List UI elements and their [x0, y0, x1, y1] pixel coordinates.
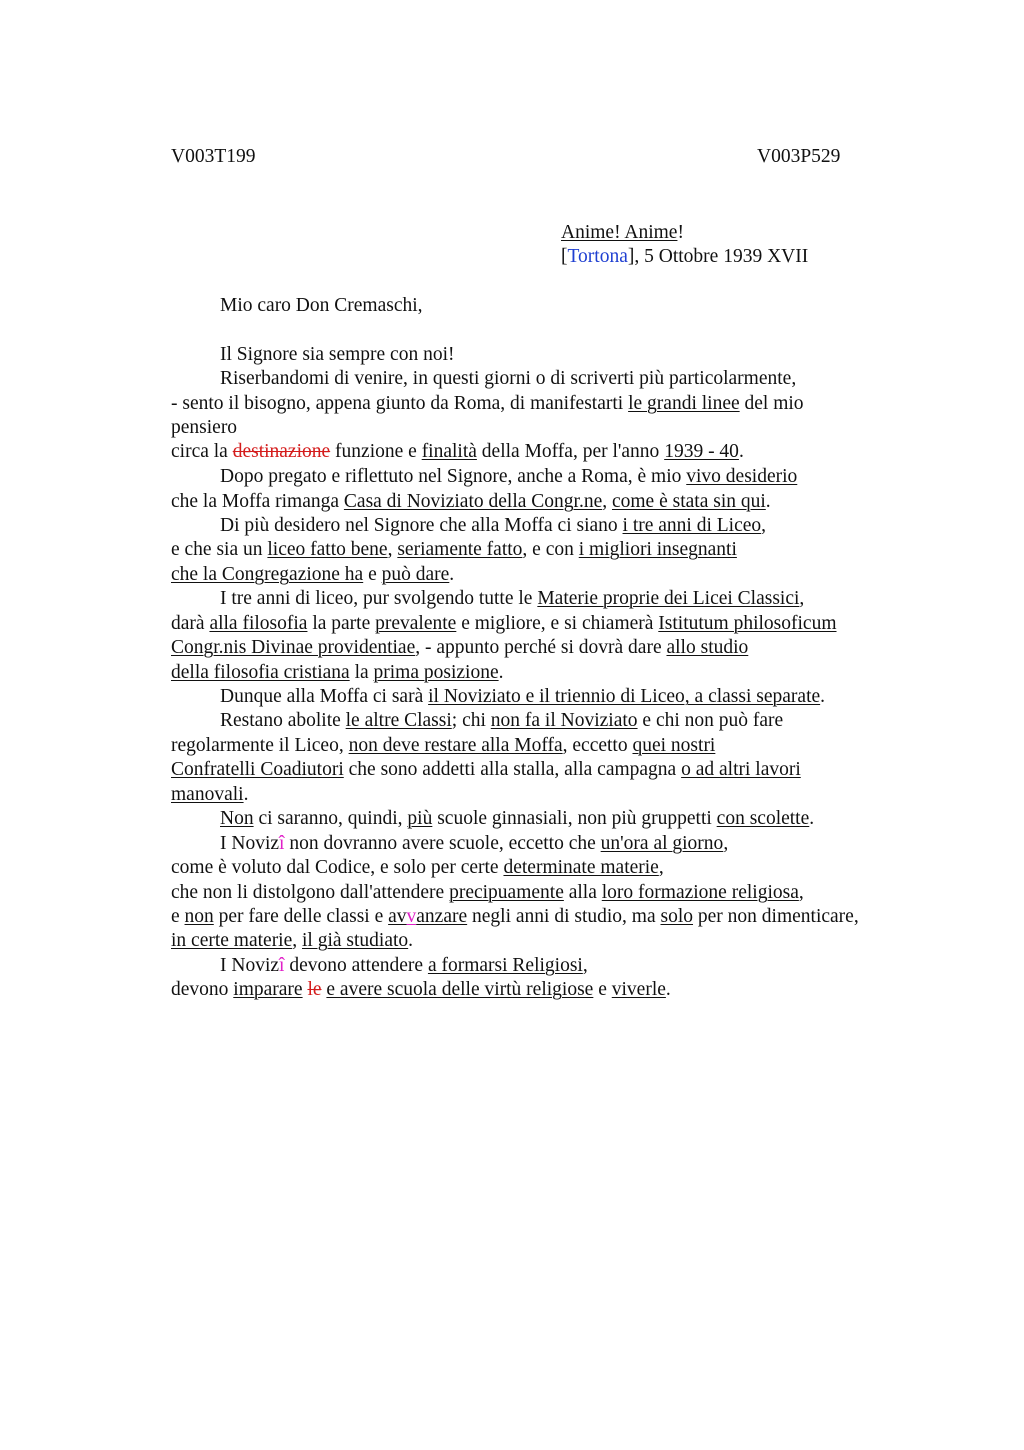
place-name: Tortona	[567, 246, 628, 267]
text-line: Confratelli Coadiutori che sono addetti alla stalla, alla campagna o ad altri lavori	[171, 759, 801, 780]
text-line: regolarmente il Liceo, non deve restare alla Moffa, eccetto quei nostri	[171, 735, 716, 756]
text-line: I Novizî devono attendere a formarsi Religiosi,	[220, 955, 588, 976]
text-line: che la Congregazione ha e può dare.	[171, 564, 455, 585]
text-line: pensiero	[171, 417, 238, 438]
text-line: Non ci saranno, quindi, più scuole ginnasiali, non più gruppetti con scolette.	[220, 808, 815, 829]
place-date-line: [Tortona], 5 Ottobre 1939 XVII	[561, 246, 809, 267]
text-line: Riserbandomi di venire, in questi giorni o di scriverti più particolarmente,	[220, 368, 797, 389]
motto-line: Anime! Anime!	[561, 222, 684, 243]
salutation: Mio caro Don Cremaschi,	[220, 295, 423, 316]
inserted-letter: î	[279, 955, 285, 976]
volume-code-right: V003P529	[757, 146, 841, 167]
text-line: darà alla filosofia la parte prevalente e migliore, e si chiamerà Istitutum philosoficum	[171, 613, 837, 634]
text-line: e che sia un liceo fatto bene, seriamente fatto, e con i migliori insegnanti	[171, 539, 737, 560]
text-line: in certe materie, il già studiato.	[171, 930, 414, 951]
motto: Anime! Anime	[561, 222, 678, 243]
text-line: Restano abolite le altre Classi; chi non fa il Noviziato e chi non può fare	[220, 710, 784, 731]
text-line: circa la destinazione funzione e finalità della Moffa, per l'anno 1939 - 40.	[171, 441, 744, 462]
text-line: che non li distolgono dall'attendere precipuamente alla loro formazione religiosa,	[171, 882, 804, 903]
text-line: e non per fare delle classi e avvanzare negli anni di studio, ma solo per non dimenticare,	[171, 906, 859, 927]
text-line: manovali.	[171, 784, 249, 805]
letter-date: , 5 Ottobre 1939 XVII	[634, 246, 809, 267]
inserted-letter: v	[406, 906, 417, 927]
text-line: Congr.nis Divinae providentiae, - appunto perché si dovrà dare allo studio	[171, 637, 749, 658]
deleted-word: le	[307, 979, 322, 1000]
deleted-word: destinazione	[232, 441, 331, 462]
text-line: come è voluto dal Codice, e solo per certe determinate materie,	[171, 857, 664, 878]
text-line: Il Signore sia sempre con noi!	[220, 344, 455, 365]
text-line: che la Moffa rimanga Casa di Noviziato della Congr.ne, come è stata sin qui.	[171, 491, 771, 512]
inserted-letter: î	[279, 833, 285, 854]
text-line: Dopo pregato e riflettuto nel Signore, anche a Roma, è mio vivo desiderio	[220, 466, 798, 487]
text-line: della filosofia cristiana la prima posizione.	[171, 662, 504, 683]
text-line: I tre anni di liceo, pur svolgendo tutte le Materie proprie dei Licei Classici,	[220, 588, 805, 609]
text-line: devono imparare le e avere scuola delle virtù religiose e viverle.	[171, 979, 671, 1000]
text-line: Dunque alla Moffa ci sarà il Noviziato e il triennio di Liceo, a classi separate.	[220, 686, 826, 707]
text-line: Di più desidero nel Signore che alla Moffa ci siano i tre anni di Liceo,	[220, 515, 767, 536]
text-line: I Novizî non dovranno avere scuole, eccetto che un'ora al giorno,	[220, 833, 729, 854]
text-line: - sento il bisogno, appena giunto da Roma, di manifestarti le grandi linee del mio	[171, 393, 804, 414]
volume-code-left: V003T199	[171, 146, 256, 167]
